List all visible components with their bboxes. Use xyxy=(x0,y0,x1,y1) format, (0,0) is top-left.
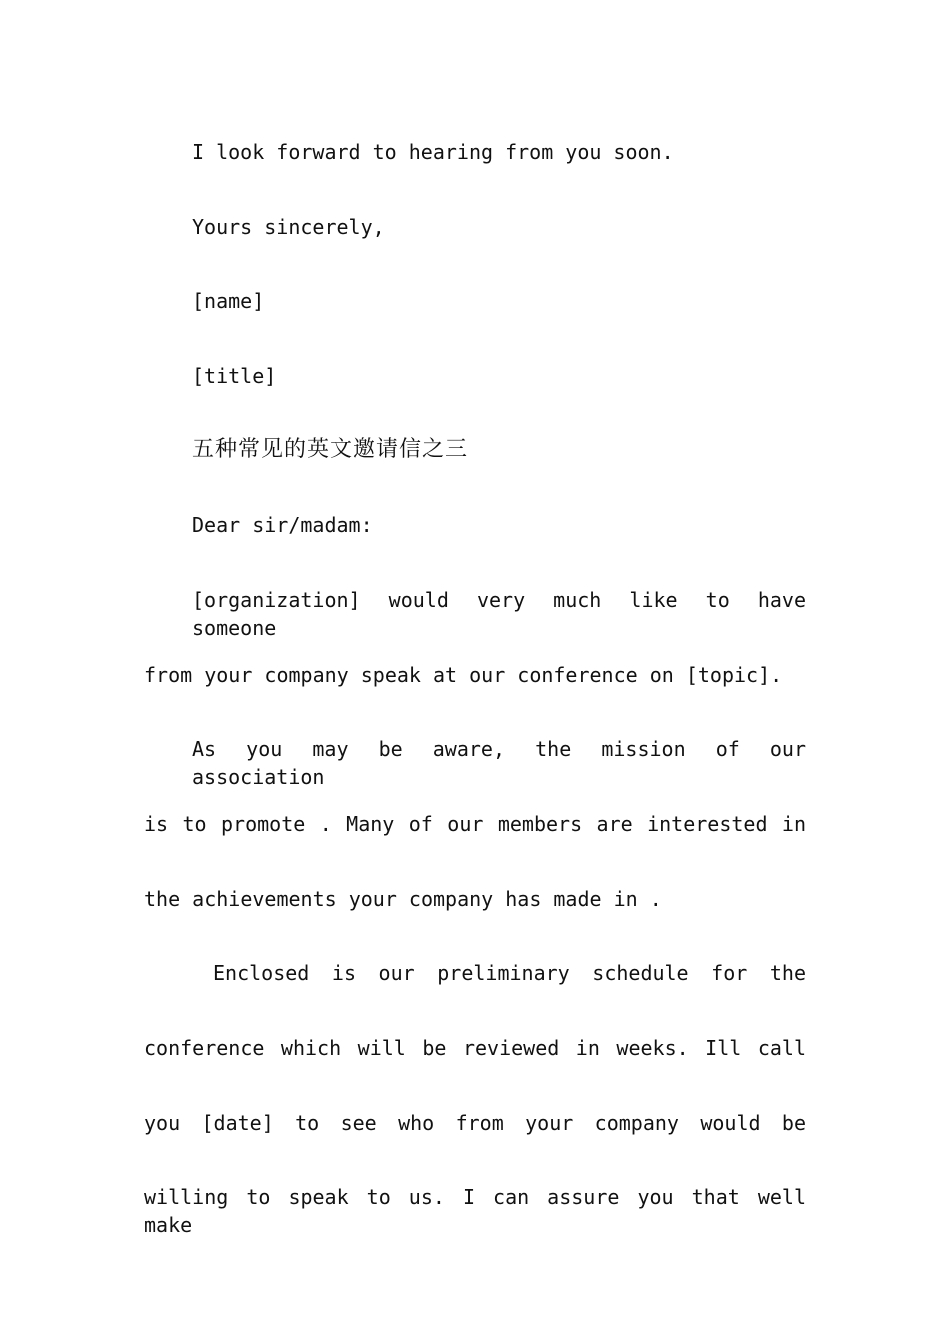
paragraph-line: As you may be aware, the mission of our association xyxy=(192,737,806,789)
section-heading: 五种常见的英文邀请信之三 xyxy=(192,437,469,462)
signoff: Yours sincerely, xyxy=(192,215,385,239)
signer-title-placeholder: [title] xyxy=(192,364,277,388)
signer-name-placeholder: [name] xyxy=(192,289,265,313)
closing-line: I look forward to hearing from you soon. xyxy=(192,140,674,164)
paragraph-line: from your company speak at our conference on [topic]. xyxy=(144,663,783,687)
paragraph-line: willing to speak to us. I can assure you that well make xyxy=(144,1185,806,1237)
paragraph-line: is to promote . Many of our members are interested in xyxy=(144,812,806,836)
paragraph-line: [organization] would very much like to have someone xyxy=(192,588,806,640)
paragraph-line: Enclosed is our preliminary schedule for the xyxy=(213,961,806,985)
paragraph-line: the achievements your company has made in . xyxy=(144,887,662,911)
paragraph-line: you [date] to see who from your company would be xyxy=(144,1111,806,1135)
paragraph-line: conference which will be reviewed in weeks. Ill call xyxy=(144,1036,806,1060)
salutation: Dear sir/madam: xyxy=(192,513,373,537)
